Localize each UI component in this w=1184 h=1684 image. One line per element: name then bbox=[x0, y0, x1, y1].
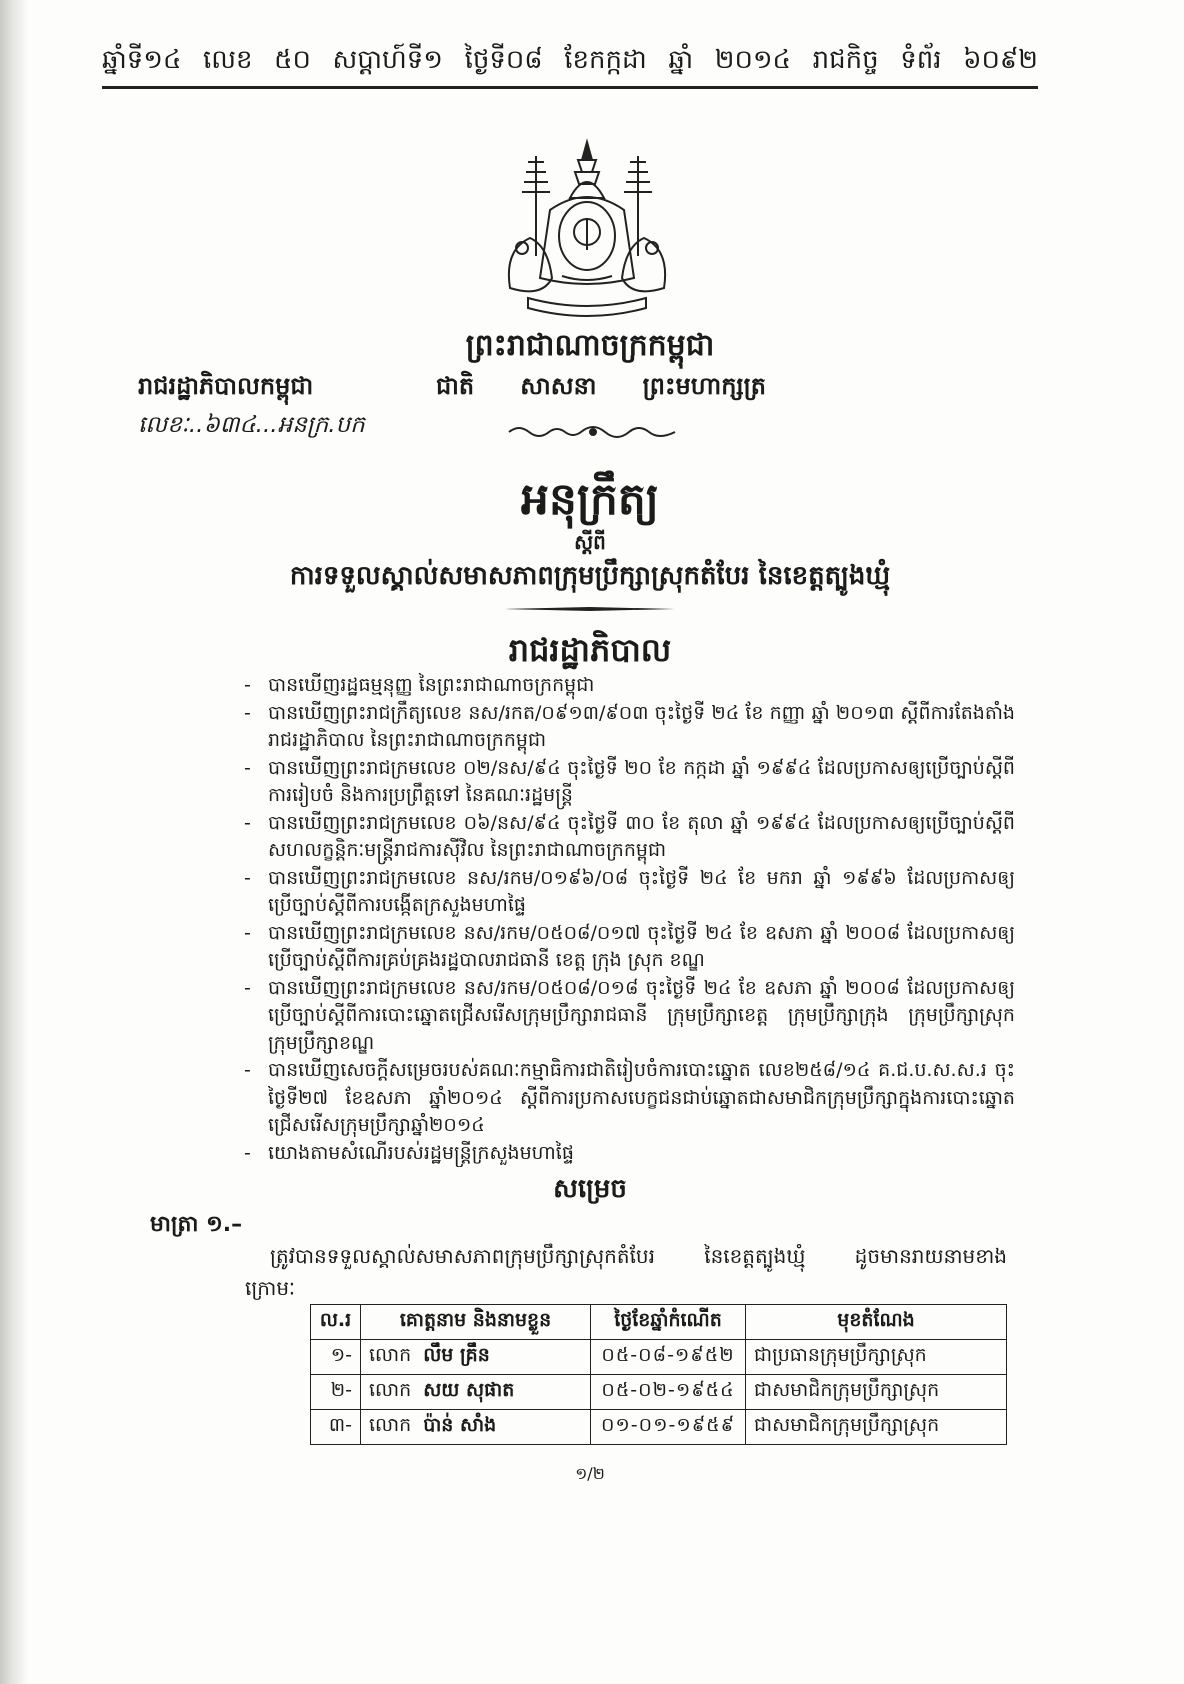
document-number: លេខៈ..៦៣៤...អនក្រ.បក bbox=[138, 412, 365, 438]
consideration-item bbox=[240, 700, 1015, 755]
consideration-line: ការរៀបចំ និងការប្រព្រឹត្តទៅ នៃគណៈរដ្ឋមន្ត្រី bbox=[268, 784, 573, 806]
member-name: លឹម គ្រឹន bbox=[423, 1344, 490, 1366]
article-1-text bbox=[245, 1240, 1007, 1304]
member-honorific: លោក bbox=[369, 1344, 412, 1366]
column-header-birthdate: ថ្ងៃខែឆ្នាំកំណើត bbox=[591, 1305, 746, 1340]
consideration-item bbox=[240, 672, 1015, 700]
consideration-line: - បានឃើញព្រះរាជក្រមលេខ នស/រកម/០៥០៨/០១៨ ចុះថ្ងៃទី ២៤ ខែ ឧសភា ឆ្នាំ ២០០៨ ដែលប្រកាសឲ្យ bbox=[268, 976, 1015, 999]
row-number: ៣- bbox=[311, 1410, 361, 1445]
decision-heading: សម្រេច bbox=[553, 1174, 627, 1204]
table-row bbox=[311, 1410, 1007, 1445]
article-1-line: ក្រោមៈ bbox=[245, 1276, 296, 1300]
document-subject: ការទទួលស្គាល់សមាសភាពក្រុមប្រឹក្សាស្រុកតំបែរ នៃខេត្តត្បូងឃ្មុំ bbox=[289, 561, 891, 591]
kingdom-name: ព្រះរាជាណាចក្រកម្ពុជា bbox=[465, 328, 715, 363]
page-number: ១/២ bbox=[575, 1464, 605, 1483]
row-number: ១- bbox=[311, 1340, 361, 1375]
document-type-title: អនុក្រឹត្យ bbox=[521, 474, 659, 525]
consideration-line: - បានឃើញរដ្ឋធម្មនុញ្ញ នៃព្រះរាជាណាចក្រកម្ពុជា bbox=[268, 674, 595, 696]
issuing-government: រាជរដ្ឋាភិបាលកម្ពុជា bbox=[138, 372, 314, 400]
row-number: ២- bbox=[311, 1375, 361, 1410]
consideration-item bbox=[240, 755, 1015, 810]
member-birthdate: ០៥-០៨-១៩៥២ bbox=[591, 1340, 746, 1375]
consideration-line: ប្រើច្បាប់ស្ដីពីការបង្កើតក្រសួងមហាផ្ទៃ bbox=[268, 894, 526, 916]
consideration-line: ប្រើច្បាប់ស្ដីពីការបោះឆ្នោតជ្រើសរើសក្រុមប្រឹក្សារាជធានី ក្រុមប្រឹក្សាខេត្ត ក្រុមប្រឹក្សាក្រុង ក្រុមប្រឹក្សាស្រុក bbox=[268, 1004, 1015, 1026]
member-birthdate: ០១-០១-១៩៥៩ bbox=[591, 1410, 746, 1445]
consideration-item bbox=[240, 865, 1015, 920]
consideration-item bbox=[240, 1057, 1015, 1140]
article-1-label: មាត្រា ១.– bbox=[150, 1212, 243, 1237]
table-row bbox=[311, 1340, 1007, 1375]
ornamental-divider-icon bbox=[505, 604, 675, 614]
consideration-item bbox=[240, 920, 1015, 975]
member-name-cell bbox=[361, 1410, 591, 1445]
member-honorific: លោក bbox=[369, 1379, 412, 1401]
member-name-cell bbox=[361, 1375, 591, 1410]
member-birthdate: ០៥-០២-១៩៥៤ bbox=[591, 1375, 746, 1410]
consideration-line: - បានឃើញព្រះរាជក្រមលេខ ០២/នស/៩៤ ចុះថ្ងៃទី ២០ ខែ កក្កដា ឆ្នាំ ១៩៩៤ ដែលប្រកាសឲ្យប្រើច្បាប់ស្ដីពី bbox=[268, 756, 1015, 779]
members-table bbox=[310, 1304, 1007, 1445]
consideration-line: - បានឃើញសេចក្ដីសម្រេចរបស់គណៈកម្មាធិការជាតិរៀបចំការបោះឆ្នោត លេខ២៥៨/១៤ គ.ជ.ប.ស.ស.រ ចុះ bbox=[268, 1059, 1015, 1081]
column-header-position: មុខតំណែង bbox=[746, 1305, 1007, 1340]
table-header-row bbox=[311, 1305, 1007, 1340]
member-name: ប៉ាន់ សាំង bbox=[423, 1414, 497, 1436]
considerations-list bbox=[240, 672, 1015, 1167]
consideration-line: ថ្ងៃទី២៧ ខែឧសភា ឆ្នាំ២០១៤ ស្ដីពីការប្រកាសបេក្ខជនជាប់ឆ្នោតជាសមាជិកក្រុមប្រឹក្សាក្នុងការបោះឆ្នោត bbox=[268, 1086, 1015, 1109]
issuer-heading: រាជរដ្ឋាភិបាល bbox=[508, 631, 672, 669]
consideration-item bbox=[240, 1140, 1015, 1168]
scan-edge-shadow bbox=[0, 0, 28, 1684]
consideration-line: - បានឃើញព្រះរាជក្រមលេខ នស/រកម/០៥០៨/០១៧ ចុះថ្ងៃទី ២៤ ខែ ឧសភា ឆ្នាំ ២០០៨ ដែលប្រកាសឲ្យ bbox=[268, 921, 1015, 944]
column-header-name: គោត្តនាម និងនាមខ្លួន bbox=[361, 1305, 591, 1340]
article-1-line: ត្រូវបានទទួលស្គាល់សមាសភាពក្រុមប្រឹក្សាស្រុកតំបែរ នៃខេត្តត្បូងឃ្មុំ ដូចមានរាយនាមខាង bbox=[270, 1244, 1007, 1268]
member-position: ជាសមាជិកក្រុមប្រឹក្សាស្រុក bbox=[746, 1375, 1007, 1410]
member-honorific: លោក bbox=[369, 1414, 412, 1436]
consideration-line: - បានឃើញព្រះរាជក្រមលេខ នស/រកម/០១៩៦/០៨ ចុះថ្ងៃទី ២៤ ខែ មករា ឆ្នាំ ១៩៩៦ ដែលប្រកាសឲ្យ bbox=[268, 866, 1015, 889]
royal-arms-emblem bbox=[492, 138, 682, 320]
table-row bbox=[311, 1375, 1007, 1410]
member-name: សយ សុផាត bbox=[423, 1379, 515, 1401]
gazette-header: ឆ្នាំទី១៤ លេខ ៥០ សប្ដាហ៍ទី១ ថ្ងៃទី០៨ ខែកក្កដា ឆ្នាំ ២០១៤ រាជកិច្ច ទំព័រ ៦០៩២ bbox=[102, 34, 1038, 89]
member-position: ជាសមាជិកក្រុមប្រឹក្សាស្រុក bbox=[746, 1410, 1007, 1445]
consideration-line: រាជរដ្ឋាភិបាល នៃព្រះរាជាណាចក្រកម្ពុជា bbox=[268, 729, 547, 751]
consideration-item bbox=[240, 975, 1015, 1058]
consideration-line: ជ្រើសរើសក្រុមប្រឹក្សាឆ្នាំ២០១៤ bbox=[268, 1114, 485, 1136]
member-position: ជាប្រធានក្រុមប្រឹក្សាស្រុក bbox=[746, 1340, 1007, 1375]
title-about: ស្ដីពី bbox=[574, 530, 606, 554]
consideration-item bbox=[240, 810, 1015, 865]
consideration-line: សហលក្ខន្តិកៈមន្ត្រីរាជការស៊ីវិល នៃព្រះរាជាណាចក្រកម្ពុជា bbox=[268, 839, 667, 861]
consideration-line: - បានឃើញព្រះរាជក្រឹត្យលេខ នស/រកត/០៩១៣/៩០៣ ចុះថ្ងៃទី ២៤ ខែ កញ្ញា ឆ្នាំ ២០១៣ ស្ដីពីការតែងតាំង bbox=[268, 701, 1015, 724]
consideration-line: - បានឃើញព្រះរាជក្រមលេខ ០៦/នស/៩៤ ចុះថ្ងៃទី ៣០ ខែ តុលា ឆ្នាំ ១៩៩៤ ដែលប្រកាសឲ្យប្រើច្បាប់ស្ដីពី bbox=[268, 811, 1015, 834]
consideration-line: ក្រុមប្រឹក្សាខណ្ឌ bbox=[268, 1031, 375, 1054]
ornamental-flourish-icon bbox=[505, 420, 680, 444]
member-name-cell bbox=[361, 1340, 591, 1375]
consideration-line: ប្រើច្បាប់ស្ដីពីការគ្រប់គ្រងរដ្ឋបាលរាជធានី ខេត្ត ក្រុង ស្រុក ខណ្ឌ bbox=[268, 949, 705, 971]
consideration-line: - យោងតាមសំណើរបស់រដ្ឋមន្ត្រីក្រសួងមហាផ្ទៃ bbox=[268, 1141, 574, 1164]
column-header-number: ល.រ bbox=[311, 1305, 361, 1340]
national-motto: ជាតិ សាសនា ព្រះមហាក្សត្រ bbox=[436, 372, 766, 400]
